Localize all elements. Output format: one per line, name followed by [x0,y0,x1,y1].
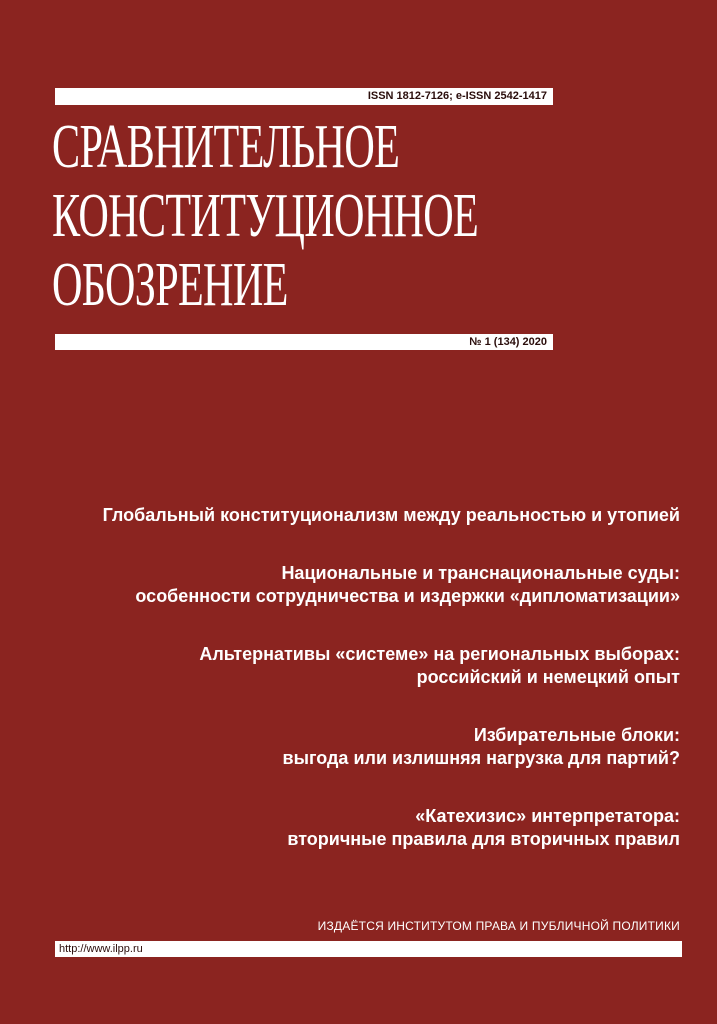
journal-title-line-1: СРАВНИТЕЛЬНОЕ [52,113,400,181]
journal-title-line-3: ОБОЗРЕНИЕ [52,251,288,319]
publisher-line: ИЗДАЁТСЯ ИНСТИТУТОМ ПРАВА И ПУБЛИЧНОЙ ПОЛИТИКИ [317,919,680,933]
article-title [40,562,680,608]
article-title-line: выгода или излишняя нагрузка для партий? [282,748,680,768]
article-title-line: Национальные и транснациональные суды: [281,563,680,583]
issue-number: № 1 (134) 2020 [469,336,547,348]
article-title-line: Альтернативы «системе» на региональных выборах: [199,644,680,664]
journal-title-line-2: КОНСТИТУЦИОННОЕ [52,182,479,250]
issn-text: ISSN 1812-7126; e-ISSN 2542-1417 [367,90,547,102]
article-list [40,504,680,886]
article-title [40,504,680,527]
article-title-line: российский и немецкий опыт [416,667,680,687]
issn-bar [55,88,553,105]
article-title-line: Глобальный конституционализм между реальностью и утопией [102,505,680,525]
article-title [40,643,680,689]
article-title-line: особенности сотрудничества и издержки «дипломатизации» [135,586,680,606]
website-link[interactable]: http://www.ilpp.ru [59,943,143,955]
article-title [40,805,680,851]
article-title-line: Избирательные блоки: [473,725,680,745]
article-title-line: вторичные правила для вторичных правил [287,829,680,849]
issue-bar [55,334,553,350]
url-bar [55,941,682,957]
article-title [40,724,680,770]
article-title-line: «Катехизис» интерпретатора: [415,806,680,826]
